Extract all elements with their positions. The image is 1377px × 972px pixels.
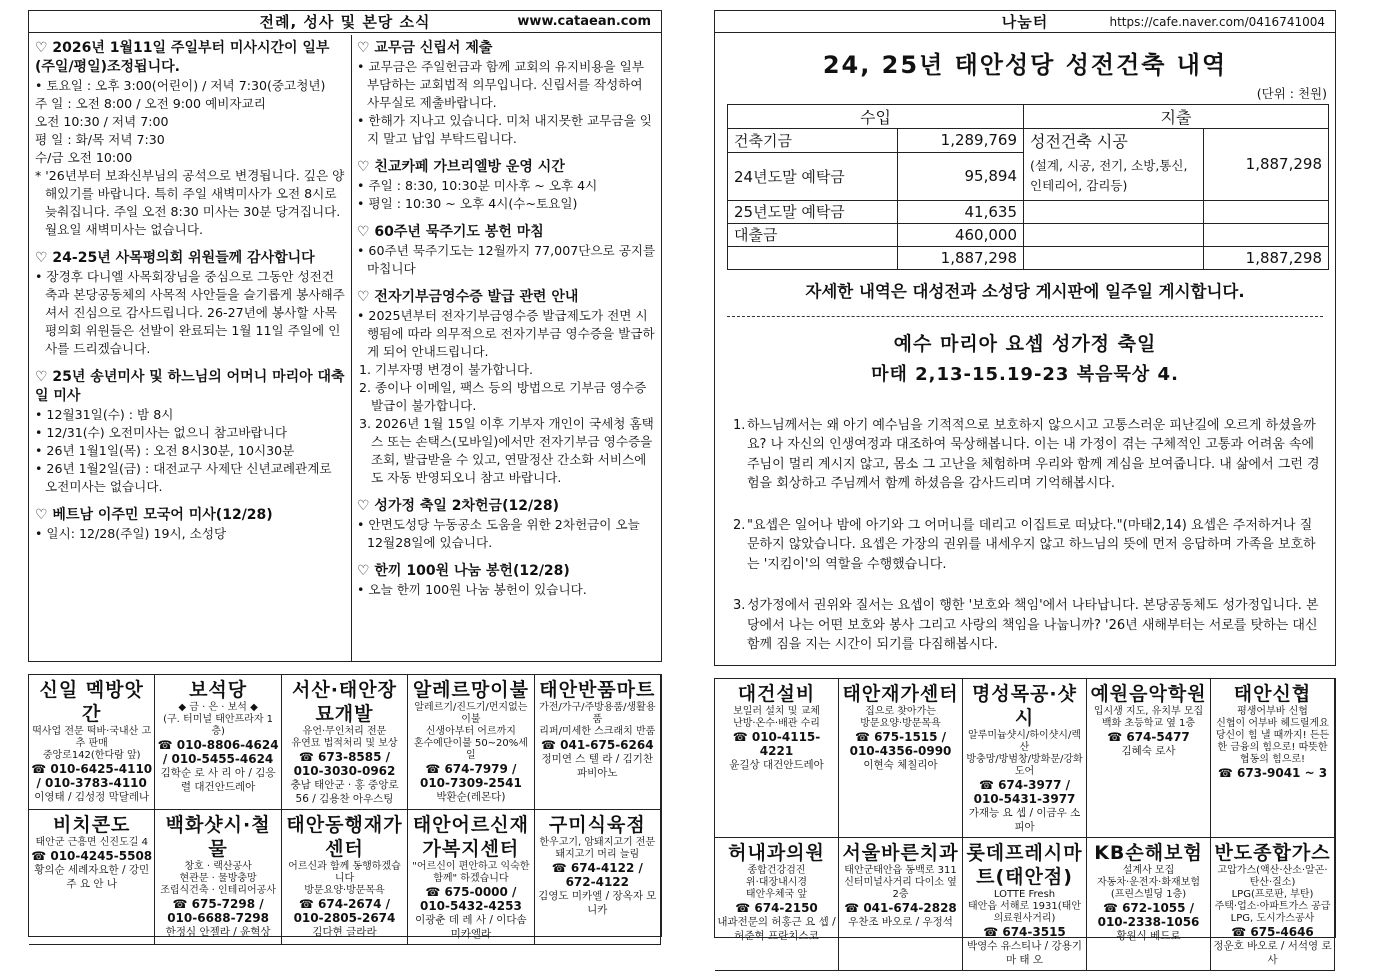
ad-name: 롯데프레시마트(태안점) — [966, 842, 1083, 888]
ad-owner: 이현숙 체칠리아 — [863, 759, 938, 771]
left-header-title: 전례, 성사 및 본당 소식 — [259, 13, 431, 31]
ad-phone: ☎ 674-5477 — [1107, 730, 1190, 744]
reflection-number: 3. — [733, 598, 746, 613]
ad-line: 유연묘 법적처리 및 보상 — [291, 738, 398, 749]
ad-line: 설계사 모집 — [1122, 865, 1175, 876]
ad-owner: 이영태 / 김성정 막달레나 — [34, 791, 150, 803]
ad-line: 태안우체국 앞 — [745, 889, 808, 900]
ad-block — [535, 810, 661, 945]
left-header — [29, 11, 661, 33]
ad-owner: 황의순 세례자요한 / 강민주 요 안 나 — [34, 864, 150, 890]
expense-detail: (설계, 시공, 전기, 소방,통신, 인테리어, 감리등) — [1024, 152, 1204, 200]
ad-line: 신터미널사거리 다이소 옆 2층 — [844, 877, 957, 900]
column-divider — [351, 35, 352, 661]
ad-phone: ☎ 674-2150 — [735, 901, 818, 915]
ad-name: 태안반품마트 — [539, 679, 656, 701]
reflection-item — [729, 416, 1321, 494]
notice-title: ♡ 24-25년 사목평의회 위원들께 감사합니다 — [35, 250, 315, 266]
ad-phone: ☎ 672-1055 / 010-2338-1056 — [1097, 901, 1200, 929]
table-note: 자세한 내역은 대성전과 소성당 게시판에 일주일 게시합니다. — [805, 281, 1245, 301]
ad-line: 신생아부터 어르까지 — [425, 726, 516, 737]
ad-line: 태안읍 서해로 1931(태안의료원사거리) — [968, 901, 1081, 924]
notice-line: 2. 종이나 이메일, 팩스 등의 방법으로 기부금 영수증 발급이 불가합니다. — [359, 380, 647, 413]
notice-title: ♡ 60주년 묵주기도 봉헌 마침 — [357, 224, 544, 240]
ad-name: 허내과의원 — [728, 842, 825, 864]
ad-block — [963, 679, 1087, 838]
notice-line: • 장경후 다니엘 사목회장님을 중심으로 그동안 성전건축과 본당공동체의 사목적 사안들을 슬기롭게 봉사해주셔서 진심으로 감사드립니다. 26-27년에 봉사할 사목평의회 위원들은 선발이 완료되는 1월 11일 주일에 인사를 드리겠습니다. — [35, 269, 345, 356]
ad-name: 태안동행재가센터 — [286, 814, 403, 860]
right-page — [714, 10, 1336, 966]
notice-title: ♡ 교무금 신립서 제출 — [357, 40, 493, 56]
ad-block — [839, 838, 963, 971]
ad-owner: 박영수 유스티나 / 강용기 마 태 오 — [967, 940, 1082, 966]
left-news-box — [28, 10, 662, 662]
ad-line: 보일러 설치 및 교체 — [733, 706, 820, 717]
ad-line: 돼지고기 머리 늘림 — [555, 849, 640, 860]
ad-line: 리퍼/미세한 스크래치 반품 — [539, 726, 656, 737]
ad-name: 알레르망이불 — [412, 679, 529, 701]
ad-phone: ☎ 675-0000 / 010-5432-4253 — [419, 885, 522, 913]
income-total: 1,887,298 — [898, 246, 1024, 269]
notice-line: • 12월31일(수) : 밤 8시 — [35, 407, 174, 422]
ad-phone: ☎ 674-3515 — [983, 925, 1066, 939]
ad-owner: 이광춘 데 레 사 / 이다솜 미카엘라 — [415, 914, 527, 940]
ad-owner: 김영도 미카엘 / 장옥자 모니카 — [538, 890, 657, 916]
notice-line: 오전 10:30 / 저녁 7:00 — [35, 114, 169, 129]
ad-phone: ☎ 674-4122 / 672-4122 — [551, 861, 643, 889]
ad-line: 떡사업 전문 떡바·국내산 고추 판매 — [32, 726, 152, 749]
news-column-2 — [357, 39, 657, 599]
notice-line: 1. 기부자명 변경이 불가합니다. — [359, 362, 534, 377]
ad-phone: ☎ 674-2674 / 010-2805-2674 — [293, 897, 396, 925]
ad-line: 당신이 힘 낼 때까지! 든든한 금융의 힘으로! 따뜻한 협동의 힘으로! — [1215, 730, 1330, 765]
ad-owner: 김학순 로 사 리 아 / 김응렬 대건안드레아 — [160, 767, 276, 793]
ad-line: 집으로 찾아가는 — [865, 706, 936, 717]
ad-phone: ☎ 010-4115-4221 — [732, 730, 821, 758]
notice-line: • 오늘 한끼 100원 나눔 봉헌이 있습니다. — [357, 582, 587, 597]
ad-owner: 윤길상 대건안드레아 — [729, 759, 824, 771]
ad-name: 반도종합가스 — [1214, 842, 1331, 864]
ad-phone: ☎ 675-1515 / 010-4356-0990 — [849, 730, 952, 758]
ad-owner: 내과전문의 허홍근 요 셉 / 허준혁 프란치스코 — [717, 916, 836, 942]
ad-phone: ☎ 675-4646 — [1231, 925, 1314, 939]
ad-name: 태안신협 — [1233, 683, 1312, 705]
ad-block — [1087, 838, 1211, 971]
notice-title: ♡ 성가정 축일 2차헌금(12/28) — [357, 498, 559, 514]
news-column-1 — [35, 39, 345, 543]
ad-owner: 우찬조 바오로 / 우정석 — [848, 916, 953, 928]
ad-line: 고압가스(액산·산소·알곤·탄산·질소) — [1217, 865, 1328, 888]
ad-line: 방문요양·방문목욕 — [304, 885, 385, 896]
ad-phone: ☎ 674-7979 / 010-7309-2541 — [419, 762, 522, 790]
notice-title: ♡ 25년 송년미사 및 하느님의 어머니 마리아 대축일 미사 — [35, 369, 345, 404]
ad-line: 조립식건축 · 인테리어공사 — [160, 885, 276, 896]
notice-line: • 안면도성당 누동공소 도움을 위한 2차헌금이 오늘 12월28일에 있습니다. — [357, 517, 640, 550]
income-label: 25년도말 예탁금 — [728, 200, 898, 223]
ad-name: 태안재가센터 — [842, 683, 959, 705]
gospel-reference: 마태 2,13-15.19-23 복음묵상 4. — [871, 363, 1179, 385]
ad-owner: 김다현 글라라 — [312, 926, 377, 938]
ad-owner: 박환순(레몬다) — [436, 791, 506, 803]
right-box — [714, 10, 1336, 666]
ad-line: LPG(프로판, 부탄) — [1231, 889, 1314, 900]
ad-block — [29, 810, 155, 945]
reflection-number: 2. — [733, 517, 746, 533]
notice-title: ♡ 베트남 이주민 모국어 미사(12/28) — [35, 507, 273, 523]
ad-line: 위·대장내시경 — [745, 877, 808, 888]
ad-line: 중앙로142(한다람 앞) — [42, 750, 141, 761]
ad-line: 어르신과 함께 동행하겠습니다 — [288, 861, 401, 884]
notice-line: 주 일 : 오전 8:00 / 오전 9:00 예비자교리 — [35, 96, 266, 111]
notice-line: • 주일 : 8:30, 10:30분 미사후 ~ 오후 4시 — [357, 178, 598, 193]
ad-name: 예원음악학원 — [1090, 683, 1207, 705]
ad-line: 주택·업소·아파트가스 공급 — [1214, 901, 1331, 912]
ad-line: 태안군 근흥면 신진도길 4 — [35, 837, 148, 848]
income-value: 460,000 — [898, 223, 1024, 246]
notice-line: 3. 2026년 1월 15일 이후 기부자 개인이 국세청 홈택스 또는 손택스(모바일)에서만 전자기부금 영수증을 조회, 발급받을 수 있고, 연말정산 간소화 서비스에도 자동 반영되오니 참고 바랍니다. — [359, 416, 654, 485]
ad-block — [155, 810, 281, 945]
income-value: 41,635 — [898, 200, 1024, 223]
ad-owner: 정미연 스 텔 라 / 김기찬 파비아노 — [541, 753, 654, 779]
unit-label: (단위 : 천원) — [1256, 86, 1327, 101]
ad-block — [282, 810, 408, 945]
notice-line: • 일시: 12/28(주일) 19시, 소성당 — [35, 526, 227, 541]
income-header: 수입 — [728, 105, 1024, 129]
ad-line: 알루미늄샷시/하이샷시/렉산 — [968, 730, 1081, 753]
ad-name: 구미식육점 — [548, 814, 646, 836]
reflection-item — [729, 516, 1321, 575]
left-header-url[interactable]: www.cataean.com — [517, 14, 651, 29]
income-label: 건축기금 — [728, 129, 898, 153]
ad-phone: ☎ 010-6425-4110 / 010-3783-4110 — [31, 762, 153, 790]
ad-line: 신협이 어부바 헤드릴게요 — [1216, 718, 1329, 729]
expense-total: 1,887,298 — [1204, 246, 1329, 269]
ad-owner: 김혜숙 로사 — [1121, 745, 1176, 757]
reflection-text: 하느님께서는 왜 아기 예수님을 기적적으로 보호하지 않으시고 고통스러운 피난길에 오르게 하셨을까요? 나 자신의 인생여정과 대조하여 묵상해봅니다. 이는 내 가정이 겪는 구체적인 고통과 어려움 속에 주님이 멀리 계시지 않고, 몸소 그 고난을 체험하며 우리와 함께 계심을 보여줍니다. 내 삶에서 그런 경험을 회상하고 주님께서 함께 하셨음을 감사드리며 기억해봅시다. — [747, 417, 1320, 491]
ad-line: "어르신이 편안하고 익숙한 함께" 하겠습니다 — [412, 861, 530, 884]
income-label: 대출금 — [728, 223, 898, 246]
ad-line: (프린스빌딩 1층) — [1110, 889, 1187, 900]
ad-line: (구. 터미널 태안프라자 1층) — [163, 714, 274, 737]
ad-block — [535, 675, 661, 810]
ad-name: 태안어르신재가복지센터 — [412, 814, 529, 860]
expense-empty — [1204, 200, 1329, 223]
ad-name: 대건설비 — [737, 683, 816, 705]
ad-owner: 정운호 바오로 / 서석영 로 사 — [1213, 940, 1332, 966]
ad-line: 종합건강검진 — [747, 865, 806, 876]
ad-block — [282, 675, 408, 810]
reflection-item — [729, 596, 1321, 655]
ad-line: 창호 · 랙산공사 — [184, 861, 252, 872]
ad-line: 혼수예단이불 50~20%세일 — [413, 738, 528, 761]
ad-owner: 황원식 베드로 — [1116, 930, 1181, 942]
ad-line: 평생어부바 신협 — [1237, 706, 1308, 717]
notice-line: • 26년 1월1일(목) : 오전 8시30분, 10시30분 — [35, 443, 295, 458]
ad-name: 신일 멕방앗간 — [39, 679, 144, 725]
left-ads-grid — [28, 674, 662, 940]
right-ads-grid — [714, 678, 1336, 966]
ad-name: 서울바른치과 — [842, 842, 959, 864]
ad-phone: ☎ 675-7298 / 010-6688-7298 — [167, 897, 269, 925]
ad-line: 방충망/방범창/방화문/강화도어 — [966, 754, 1083, 777]
reflection-list — [729, 416, 1321, 655]
feast-title: 예수 마리아 요셉 성가정 축일 — [893, 332, 1157, 355]
ad-block — [715, 838, 839, 971]
notice-line: • 평일 : 10:30 ~ 오후 4시(수~토요일) — [357, 196, 578, 211]
ad-phone: ☎ 041-675-6264 — [541, 738, 654, 752]
ad-name: 서산·태안장묘개발 — [291, 679, 397, 725]
notice-line: 수/금 오전 10:00 — [35, 150, 133, 165]
notice-line: • 12/31(수) 오전미사는 없으니 참고바랍니다 — [35, 425, 288, 440]
ad-name: KB손해보험 — [1094, 842, 1203, 864]
ad-owner: 충남 태안군 · 홍 중앙로 56 / 김용찬 아우스팅 — [290, 779, 399, 805]
reflection-text: "요셉은 일어나 밤에 아기와 그 어머니를 데리고 이집트로 떠났다."(마태2,14) 요셉은 주저하거나 질문하지 않았습니다. 요셉은 가장의 권위를 내세우지 않고 하느님의 뜻에 먼저 응답하며 가족을 보호하는 '지킴이'의 역할을 수행했습니다. — [747, 517, 1316, 572]
ad-line: 백화 초등학교 옆 1층 — [1101, 718, 1196, 729]
ad-block — [1211, 838, 1335, 971]
notice-title: ♡ 2026년 1월11일 주일부터 미사시간이 일부(주일/평일)조정됩니다. — [35, 40, 330, 75]
ad-phone: ☎ 041-674-2828 — [844, 901, 957, 915]
ad-phone: ☎ 673-8585 / 010-3030-0962 — [293, 750, 396, 778]
ad-line: 가전/가구/주방용품/생활용품 — [539, 702, 656, 725]
ad-phone: ☎ 010-4245-5508 — [31, 849, 153, 863]
ad-block — [715, 679, 839, 838]
construction-title: 24, 25년 태안성당 성전건축 내역 — [822, 51, 1228, 79]
left-page — [28, 10, 662, 940]
notice-line: • 토요일 : 오후 3:00(어린이) / 저녁 7:30(중고청년) — [35, 78, 326, 93]
notice-line: • 60주년 묵주기도는 12월까지 77,007단으로 공지를 마칩니다 — [357, 243, 656, 276]
ad-line: 현관문 · 물방충망 — [179, 873, 257, 884]
notice-line: • 26년 1월2일(금) : 대전교구 사제단 신년교례관계로 오전미사는 없습니다. — [35, 461, 332, 494]
expense-empty — [1024, 246, 1204, 269]
income-value: 1,289,769 — [898, 129, 1024, 153]
notice-title: ♡ 전자기부금영수증 발급 관련 안내 — [357, 289, 579, 305]
ad-block — [963, 838, 1087, 971]
notice-title: ♡ 친교카페 가브리엘방 운영 시간 — [357, 159, 565, 175]
ad-phone: ☎ 010-8806-4624 / 010-5455-4624 — [157, 738, 279, 766]
reflection-text: 성가정에서 권위와 질서는 요셉이 행한 '보호와 책임'에서 나타납니다. 본당공동체도 성가정입니다. 본당에서 나는 어떤 보호와 봉사 그리고 사랑의 책임을 나눕니까? '26년 새해부터는 서로를 탓하는 대신 함께 짐을 지는 시간이 되기를 다짐해봅시다. — [747, 598, 1319, 652]
ad-name: 백화샷시·철물 — [165, 814, 271, 860]
notice-line: • 2025년부터 전자기부금영수증 발급제도가 전면 시행됨에 따라 의무적으로 전자기부금 영수증을 발급하게 되어 안내드립니다. — [357, 308, 655, 359]
dashed-divider — [727, 316, 1323, 317]
expense-header: 지출 — [1024, 105, 1329, 129]
income-label: 24년도말 예탁금 — [728, 152, 898, 200]
ad-owner: 한정심 안젤라 / 윤혁상 — [165, 926, 271, 938]
ad-line: 난방·온수·배관 수리 — [733, 718, 820, 729]
ad-line: 입시생 지도, 유치부 모집 — [1093, 706, 1204, 717]
ad-name: 보석당 — [189, 679, 248, 701]
income-label — [728, 246, 898, 269]
ad-block — [408, 810, 534, 945]
notice-line: • 교무금은 주일헌금과 함께 교회의 유지비용을 일부 부담하는 교회법적 의무입니다. 신립서를 작성하여 사무실로 제출바랍니다. — [357, 59, 644, 110]
ad-phone: ☎ 674-3977 / 010-5431-3977 — [973, 778, 1076, 806]
ad-line: LPG, 도시가스공사 — [1230, 913, 1315, 924]
income-value: 95,894 — [898, 152, 1024, 200]
right-header — [715, 11, 1335, 33]
ad-owner: 가재능 요 셉 / 이금우 소피아 — [968, 807, 1081, 833]
ad-line: 유언·무인처리 전문 — [302, 726, 387, 737]
notice-title: ♡ 한끼 100원 나눔 봉헌(12/28) — [357, 563, 570, 579]
expense-amount: 1,887,298 — [1204, 129, 1329, 201]
ad-line: LOTTE Fresh — [993, 889, 1056, 900]
reflection-number: 1. — [733, 417, 746, 433]
notice-line: 평 일 : 화/목 저녁 7:30 — [35, 132, 165, 147]
ad-line: ◆ 금 · 은 · 보석 ◆ — [178, 702, 258, 713]
ad-block — [29, 675, 155, 810]
finance-table — [727, 104, 1329, 270]
ad-line: 자동차·운전자·화재보험 — [1097, 877, 1200, 888]
ad-line: 태안군태안읍 동백로 311 — [844, 865, 957, 876]
expense-empty — [1024, 223, 1204, 246]
ad-name: 비치콘도 — [52, 814, 131, 836]
ad-line: 방문요양·방문목욕 — [860, 718, 941, 729]
ad-line: 알레르기/진드기/먼지없는 이불 — [414, 702, 528, 725]
ad-block — [1087, 679, 1211, 838]
ad-block — [155, 675, 281, 810]
ad-name: 명성목공·샷시 — [972, 683, 1077, 729]
right-header-title: 나눔터 — [1001, 13, 1049, 31]
expense-item: 성전건축 시공 — [1024, 129, 1204, 153]
expense-empty — [1204, 223, 1329, 246]
ad-line: 한우고기, 암돼지고기 전문 — [539, 837, 656, 848]
notice-line: • 한해가 지나고 있습니다. 미처 내지못한 교무금을 잊지 말고 납입 부탁드립니다. — [357, 113, 652, 146]
right-header-url[interactable]: https://cafe.naver.com/0416741004 — [1109, 14, 1325, 29]
ad-phone: ☎ 673-9041 ~ 3 — [1217, 766, 1328, 780]
ad-block — [408, 675, 534, 810]
ad-block — [839, 679, 963, 838]
ad-block — [1211, 679, 1335, 838]
notice-line: * '26년부터 보좌신부님의 공석으로 변경됩니다. 깊은 양해있기를 바랍니다. 특히 주일 새벽미사가 오전 8시로 늦춰집니다. 주일 오전 8:30 미사는 30분 당겨집니다. 월요일 새벽미사는 없습니다. — [35, 168, 345, 237]
expense-empty — [1024, 200, 1204, 223]
